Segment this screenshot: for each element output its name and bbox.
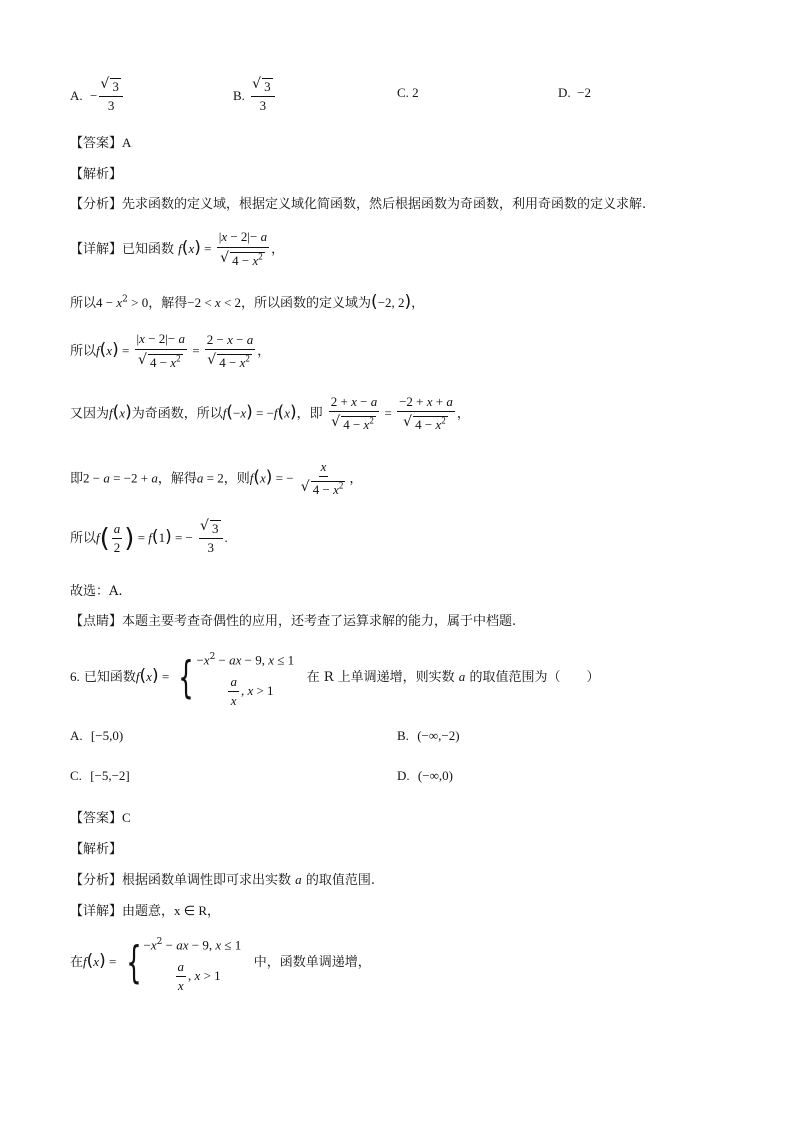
q6-option-d: D. (−∞,0) bbox=[397, 768, 453, 783]
q6-option-a: A. [−5,0) bbox=[70, 728, 124, 743]
q6-stem: 6. 已知函数f(x) = { $-x^2$ − ax − 9, x ≤ 1 $\frac{a}{x}$ , x > 1 在 R 上单调递增，则实数 a 的取值范围为（ ） bbox=[70, 645, 599, 710]
q5-fenxi: 【分析】先求函数的定义域，根据定义域化简函数，然后根据函数为奇函数，利用奇函数的定义求解. bbox=[70, 197, 647, 212]
q6-option-c: C. [−5,−2] bbox=[70, 768, 130, 783]
piecewise: $-x^2$ − ax − 9, x ≤ 1 $\frac{a}{x}$ , x > 1 bbox=[143, 937, 242, 994]
fraction: √ $\frac{3}{3}$ bbox=[251, 78, 275, 115]
q6-option-b: B. (−∞,−2) bbox=[397, 728, 460, 743]
q5-line5: 即2 − a = −2 + a，解得a = 2，则f(x) = − x √ $4 - x^2$ ， bbox=[70, 458, 362, 500]
q5-option-b bbox=[233, 78, 277, 115]
q6-answer: 【答案】C bbox=[70, 810, 131, 826]
q5-option-d: D. −2 bbox=[558, 85, 591, 100]
q5-xiangjie-line1: 【详解】已知函数 f(x) = |x − 2|− a √ $4 - x^2$ ， bbox=[70, 228, 284, 271]
q6-xiangjie: 【详解】由题意，x ∈ R， bbox=[70, 903, 221, 919]
q5-option-c: C. 2 bbox=[397, 85, 419, 100]
q5-line2: 所以$4 - x^2 > 0$，解得−2 < x < 2，所以函数的定义域为(−2, 2)， bbox=[70, 292, 425, 312]
q5-line4: 又因为f(x)为奇函数，所以f(−x) = −f(x)，即 2 + x − a √ $4 - x^2$ = −2 + x + a √ $4 - x^2$ ， bbox=[70, 393, 470, 435]
q5-answer: 【答案】A bbox=[70, 135, 132, 151]
q6-fenxi: 【分析】根据函数单调性即可求出实数 a 的取值范围. bbox=[70, 872, 375, 888]
q5-option-a: A. − √ $\frac{3}{3}$ bbox=[70, 78, 125, 115]
option-label: A. bbox=[70, 88, 83, 103]
q5-analysis-heading: 【解析】 bbox=[70, 167, 123, 182]
q5-guxuan: 故选：A. bbox=[70, 584, 123, 599]
q5-dianjing: 【点睛】本题主要考查奇偶性的应用，还考查了运算求解的能力，属于中档题. bbox=[70, 614, 517, 629]
q6-last-line: 在f(x) = { $-x^2$ − ax − 9, x ≤ 1 $\frac{a}{x}$ , x > 1 中，函数单调递增， bbox=[70, 930, 371, 995]
piecewise: $-x^2$ − ax − 9, x ≤ 1 $\frac{a}{x}$ , x > 1 bbox=[196, 652, 295, 709]
q6-analysis-heading: 【解析】 bbox=[70, 842, 123, 857]
option-label: B. bbox=[233, 88, 245, 103]
q5-line6: 所以f( $\frac{a}{2}$ ) = f(1) = − √ $\frac{3}{3}$ . bbox=[70, 520, 228, 557]
fraction: √ $\frac{3}{3}$ bbox=[99, 78, 123, 115]
q5-line3: 所以f(x) = |x − 2|− a √ $4 - x^2$ = 2 − x − a √ $4 - x^2$ ， bbox=[70, 330, 270, 373]
